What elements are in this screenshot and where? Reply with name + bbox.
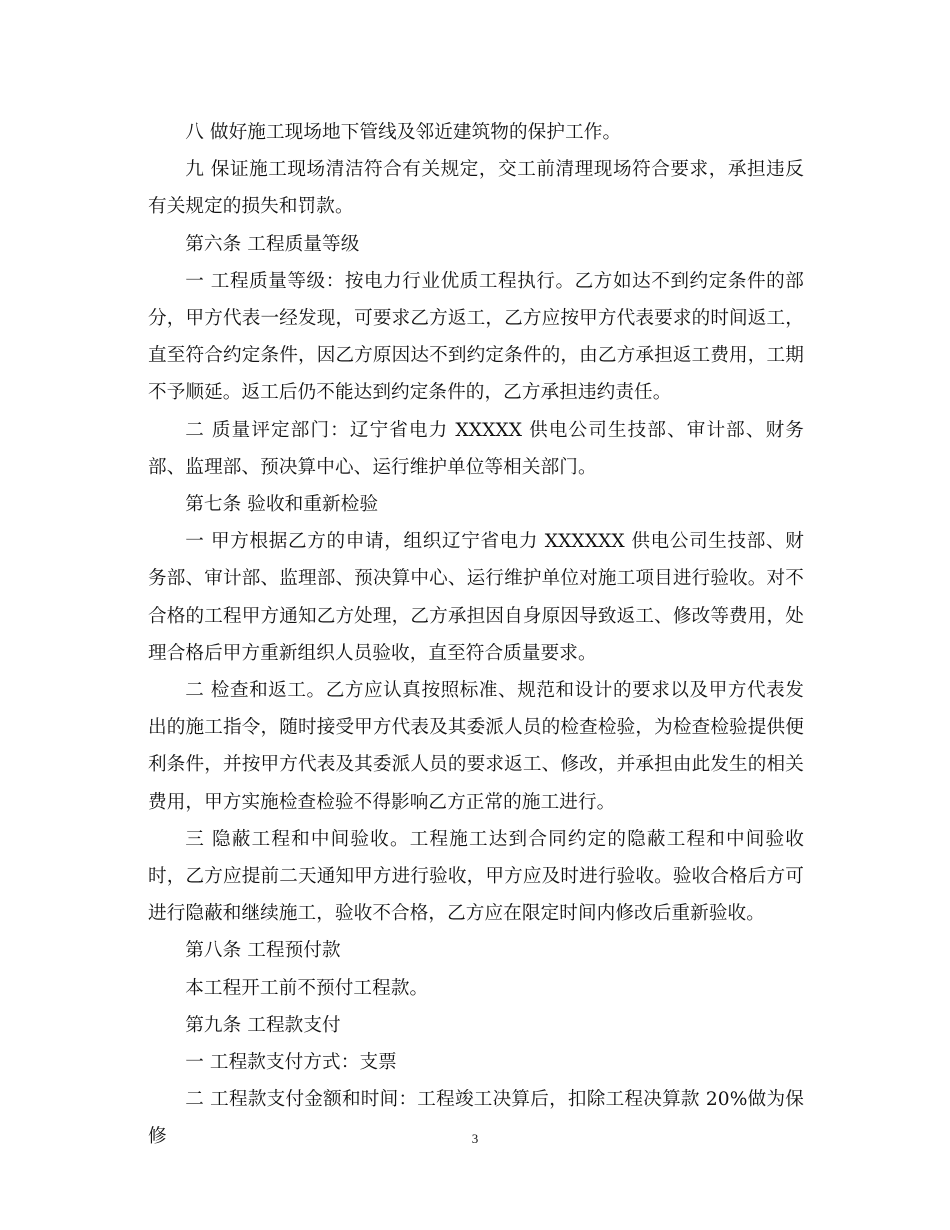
- payment-method-paragraph: 一 工程款支付方式：支票: [185, 1052, 397, 1074]
- paragraph-item-eight: 八 做好施工现场地下管线及邻近建筑物的保护工作。: [185, 122, 622, 143]
- document-body: [148, 114, 804, 1156]
- quality-grade-paragraph: 一 工程质量等级：按电力行业优质工程执行。乙方如达不到约定条件的部分，甲方代表一经发现，可要求乙方返工，乙方应按甲方代表要求的时间返工，直至符合约定条件，因乙方原因达不到约定条件的，由乙方承担返工费用，工期不予顺延。返工后仍不能达到约定条件的，乙方承担违约责任。: [148, 270, 804, 404]
- paragraph-item-nine: 九 保证施工现场清洁符合有关规定，交工前清理现场符合要求，承担违反有关规定的损失和罚款。: [148, 159, 804, 218]
- acceptance-paragraph: 一 甲方根据乙方的申请，组织辽宁省电力 XXXXXX 供电公司生技部、财务部、审计部、监理部、预决算中心、运行维护单位对施工项目进行验收。对不合格的工程甲方通知乙方处理，乙方承担因自身原因导致返工、修改等费用，处理合格后甲方重新组织人员验收，直至符合质量要求。: [148, 531, 804, 664]
- payment-amount-paragraph: 二 工程款支付金额和时间：工程竣工决算后，扣除工程决算款 20%做为保修: [148, 1089, 804, 1148]
- advance-payment-paragraph: 本工程开工前不预付工程款。: [185, 977, 429, 999]
- concealed-works-paragraph: 三 隐蔽工程和中间验收。工程施工达到合同约定的隐蔽工程和中间验收时，乙方应提前二天通知甲方进行验收，甲方应及时进行验收。验收合格后方可进行隐蔽和继续施工，验收不合格，乙方应在限定时间内修改后重新验收。: [148, 828, 804, 925]
- inspection-rework-paragraph: 二 检查和返工。乙方应认真按照标准、规范和设计的要求以及甲方代表发出的施工指令，随时接受甲方代表及其委派人员的检查检验，为检查检验提供便利条件，并按甲方代表及其委派人员的要求返工、修改，并承担由此发生的相关费用，甲方实施检查检验不得影响乙方正常的施工进行。: [148, 680, 804, 813]
- article-9-heading: 第九条 工程款支付: [185, 1014, 341, 1036]
- quality-evaluation-paragraph: 二 质量评定部门：辽宁省电力 XXXXX 供电公司生技部、审计部、财务部、监理部、预决算中心、运行维护单位等相关部门。: [148, 419, 804, 478]
- article-8-heading: 第八条 工程预付款: [185, 940, 341, 962]
- page-number: 3: [471, 1131, 479, 1146]
- article-6-heading: 第六条 工程质量等级: [185, 233, 360, 255]
- article-7-heading: 第七条 验收和重新检验: [185, 494, 379, 516]
